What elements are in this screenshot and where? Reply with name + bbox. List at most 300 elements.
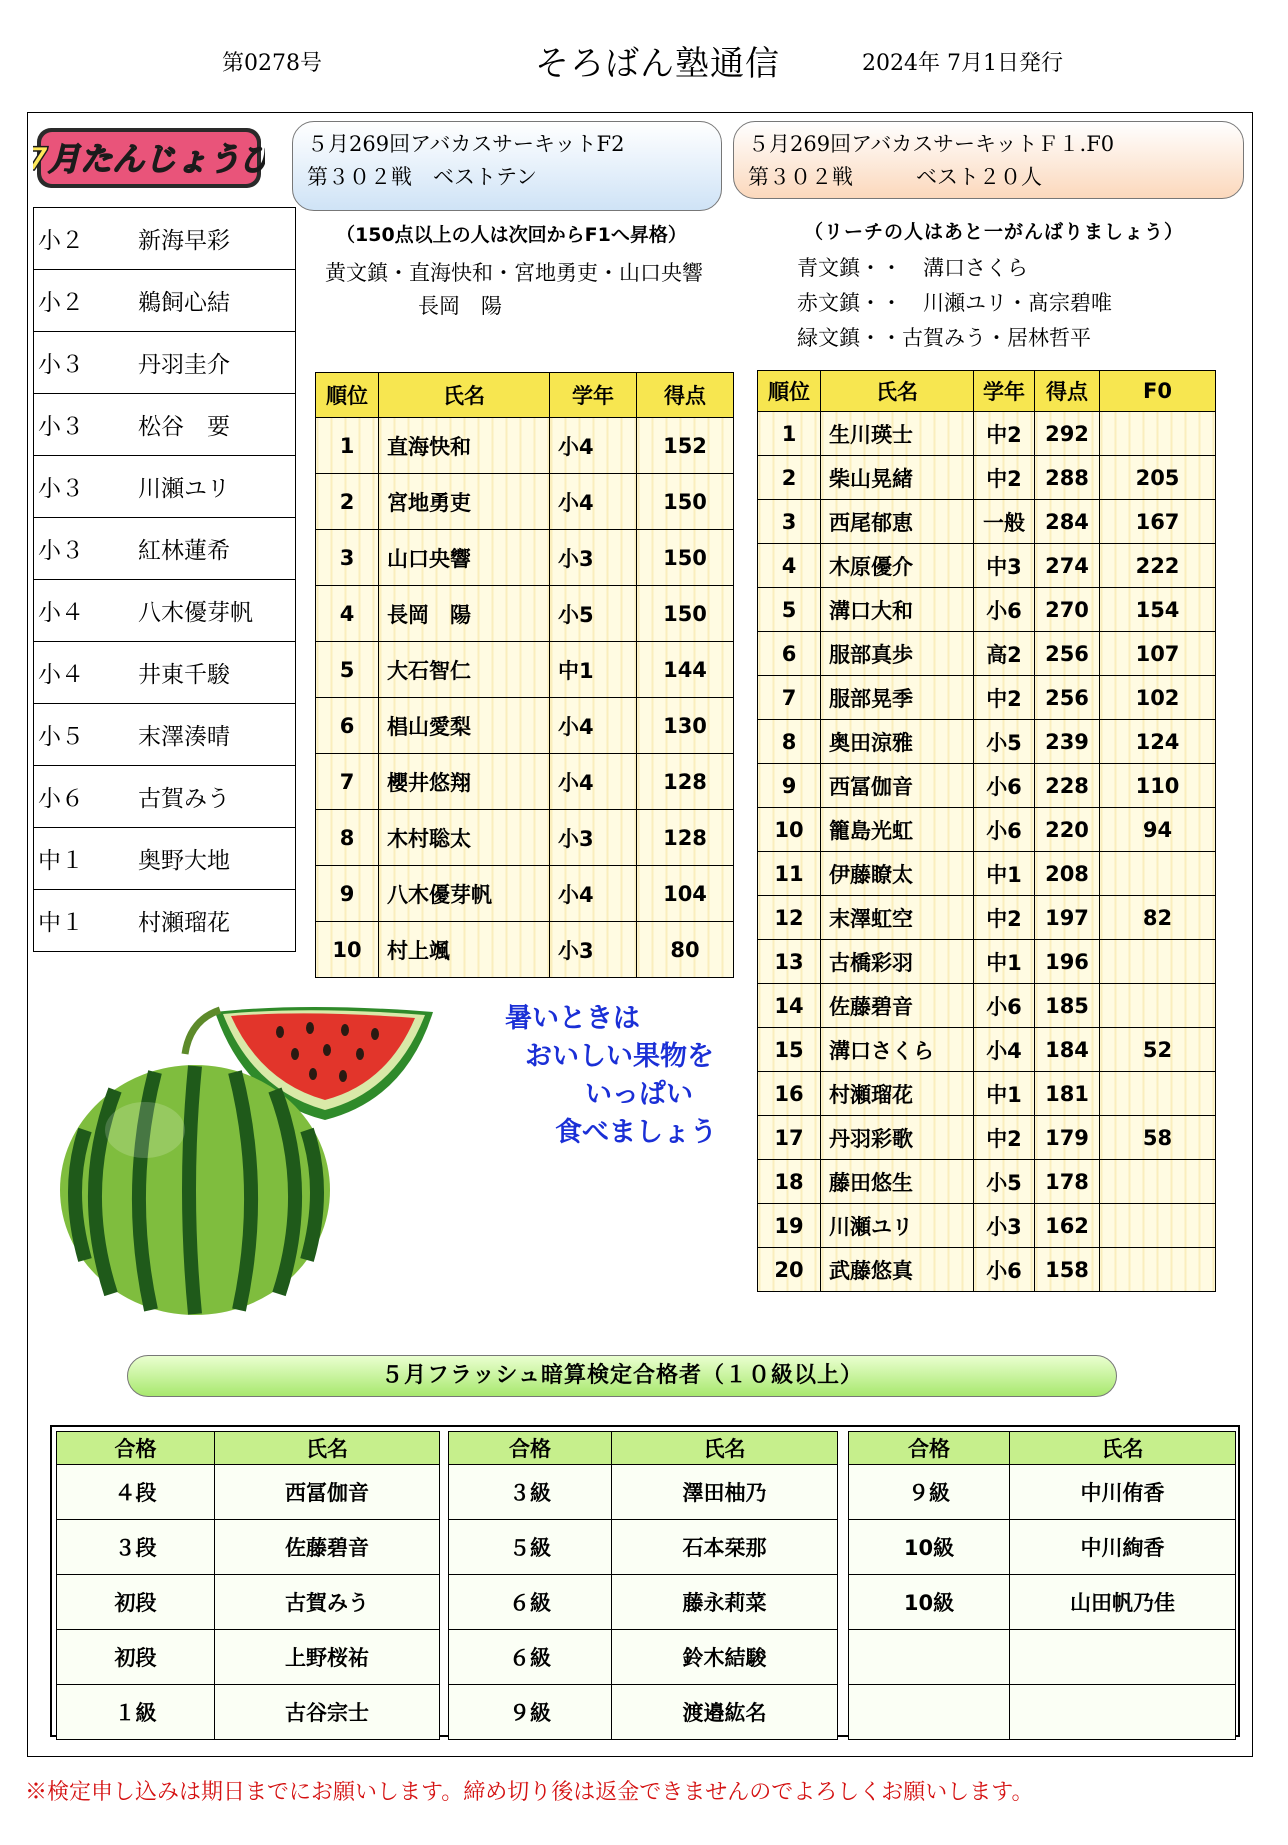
table-row (758, 412, 1216, 456)
name-cell: 大石智仁 (379, 642, 550, 698)
grade-cell: 中2 (974, 896, 1035, 940)
name-cell: 八木優芽帆 (379, 866, 550, 922)
message-line2: おいしい果物を (525, 1041, 714, 1072)
score-cell: 292 (1035, 412, 1100, 456)
grade-cell: 中1 (974, 852, 1035, 896)
birthday-name: 丹羽圭介 (134, 332, 296, 394)
rank-cell: 9 (316, 866, 379, 922)
score-cell: 288 (1035, 456, 1100, 500)
col-header-score: 得点 (637, 373, 734, 418)
name-cell: 古谷宗士 (215, 1685, 440, 1740)
score-cell: 256 (1035, 632, 1100, 676)
grade-cell: 小6 (974, 588, 1035, 632)
name-cell: 古賀みう (215, 1575, 440, 1630)
grade-cell: 小4 (550, 474, 637, 530)
level-cell: 10級 (849, 1575, 1010, 1630)
f0-cell (1100, 852, 1216, 896)
table-row (758, 676, 1216, 720)
col-header-name: 氏名 (821, 371, 974, 412)
birthday-grade: 小３ (34, 394, 135, 456)
birthday-row (34, 704, 296, 766)
rank-cell: 7 (316, 754, 379, 810)
level-cell: ９級 (849, 1465, 1010, 1520)
level-cell: 10級 (849, 1520, 1010, 1575)
flash-results-table-2 (448, 1431, 838, 1740)
rank-cell: 2 (316, 474, 379, 530)
grade-cell: 小4 (974, 1028, 1035, 1072)
watermelon-message (505, 1000, 717, 1152)
rank-cell: 6 (316, 698, 379, 754)
table-row (758, 720, 1216, 764)
score-cell: 256 (1035, 676, 1100, 720)
birthday-row (34, 518, 296, 580)
table-row (316, 922, 734, 978)
name-cell: 服部晃季 (821, 676, 974, 720)
table-row (449, 1630, 838, 1685)
name-cell: 佐藤碧音 (821, 984, 974, 1028)
table-row (758, 1204, 1216, 1248)
table-row (449, 1685, 838, 1740)
table-row (57, 1685, 440, 1740)
newsletter-title: そろばん塾通信 (535, 44, 780, 84)
col-header-name: 氏名 (215, 1432, 440, 1465)
rank-cell: 7 (758, 676, 821, 720)
grade-cell: 小5 (974, 720, 1035, 764)
table-row (758, 1116, 1216, 1160)
col-header-level: 合格 (57, 1432, 215, 1465)
table-row (57, 1575, 440, 1630)
birthday-banner-text: 7月たんじょうび (33, 140, 265, 178)
name-cell: 山口央響 (379, 530, 550, 586)
name-cell: 渡邉紘名 (612, 1685, 838, 1740)
level-cell: ６級 (449, 1630, 612, 1685)
table-row (758, 1072, 1216, 1116)
name-cell: 西冨伽音 (215, 1465, 440, 1520)
table-row (758, 808, 1216, 852)
birthday-name: 紅林蓮希 (134, 518, 296, 580)
f0-cell: 205 (1100, 456, 1216, 500)
f1-box-line1: ５月269回アバカスサーキットＦ１.F0 (748, 132, 1115, 156)
rank-cell: 8 (316, 810, 379, 866)
col-header-grade: 学年 (550, 373, 637, 418)
name-cell: 直海快和 (379, 418, 550, 474)
table-row (758, 1248, 1216, 1292)
rank-cell: 14 (758, 984, 821, 1028)
rank-cell: 1 (758, 412, 821, 456)
score-cell: 181 (1035, 1072, 1100, 1116)
score-cell: 239 (1035, 720, 1100, 764)
birthday-name: 川瀬ユリ (134, 456, 296, 518)
birthday-grade: 小３ (34, 456, 135, 518)
name-cell: 西冨伽音 (821, 764, 974, 808)
col-header-level: 合格 (449, 1432, 612, 1465)
f2-box-line2: 第３０２戦 ベストテン (307, 165, 537, 189)
score-cell: 104 (637, 866, 734, 922)
level-cell: １級 (57, 1685, 215, 1740)
birthday-row (34, 456, 296, 518)
birthday-grade: 小２ (34, 270, 135, 332)
table-row (316, 698, 734, 754)
f0-cell (1100, 1072, 1216, 1116)
birthday-banner (33, 122, 265, 194)
level-cell: 初段 (57, 1575, 215, 1630)
table-row (316, 642, 734, 698)
f0-cell: 124 (1100, 720, 1216, 764)
rank-cell: 4 (758, 544, 821, 588)
f1-reach-note: （リーチの人はあと一がんばりましょう） (804, 221, 1185, 243)
name-cell: 中川侑香 (1010, 1465, 1236, 1520)
f0-cell: 58 (1100, 1116, 1216, 1160)
birthday-row (34, 890, 296, 952)
f0-cell (1100, 1204, 1216, 1248)
birthday-name: 八木優芽帆 (134, 580, 296, 642)
birthday-grade: 小４ (34, 580, 135, 642)
name-cell: 藤田悠生 (821, 1160, 974, 1204)
level-cell: ３級 (449, 1465, 612, 1520)
rank-cell: 15 (758, 1028, 821, 1072)
rank-cell: 5 (758, 588, 821, 632)
score-cell: 228 (1035, 764, 1100, 808)
name-cell: 宮地勇吏 (379, 474, 550, 530)
score-cell: 274 (1035, 544, 1100, 588)
grade-cell: 一般 (974, 500, 1035, 544)
rank-cell: 19 (758, 1204, 821, 1248)
name-cell (1010, 1630, 1236, 1685)
name-cell (1010, 1685, 1236, 1740)
f0-cell (1100, 1160, 1216, 1204)
table-row (849, 1630, 1236, 1685)
f0-cell (1100, 412, 1216, 456)
f0-cell: 110 (1100, 764, 1216, 808)
watermelon-graphic (55, 990, 445, 1320)
birthday-banner-graphic (33, 122, 265, 194)
watermelon-illustration (55, 990, 445, 1320)
rank-cell: 6 (758, 632, 821, 676)
table-row (316, 530, 734, 586)
rank-cell: 5 (316, 642, 379, 698)
rank-cell: 3 (316, 530, 379, 586)
f0-cell: 52 (1100, 1028, 1216, 1072)
score-cell: 162 (1035, 1204, 1100, 1248)
table-row (316, 474, 734, 530)
name-cell: 武藤悠真 (821, 1248, 974, 1292)
name-cell: 末澤虹空 (821, 896, 974, 940)
f0-cell: 82 (1100, 896, 1216, 940)
table-row (316, 866, 734, 922)
table-row (449, 1520, 838, 1575)
flash-exam-results (50, 1425, 1240, 1737)
table-row (449, 1575, 838, 1630)
table-row (758, 544, 1216, 588)
birthday-row (34, 642, 296, 704)
score-cell: 152 (637, 418, 734, 474)
table-row (758, 1160, 1216, 1204)
flash-exam-banner: ５月フラッシュ暗算検定合格者（１０級以上） (127, 1355, 1117, 1397)
message-line4: 食べましょう (555, 1117, 717, 1148)
birthday-table (33, 207, 296, 952)
grade-cell: 中3 (974, 544, 1035, 588)
name-cell: 澤田柚乃 (612, 1465, 838, 1520)
table-row (849, 1465, 1236, 1520)
f0-cell (1100, 1248, 1216, 1292)
level-cell: ４段 (57, 1465, 215, 1520)
score-cell: 158 (1035, 1248, 1100, 1292)
table-row (758, 1028, 1216, 1072)
name-cell: 川瀬ユリ (821, 1204, 974, 1248)
birthday-name: 鵜飼心結 (134, 270, 296, 332)
birthday-grade: 小３ (34, 518, 135, 580)
name-cell: 鈴木結駿 (612, 1630, 838, 1685)
level-cell (849, 1685, 1010, 1740)
score-cell: 179 (1035, 1116, 1100, 1160)
birthday-grade: 中１ (34, 890, 135, 952)
flash-results-table-3 (848, 1431, 1236, 1740)
table-row (758, 588, 1216, 632)
birthday-row (34, 270, 296, 332)
name-cell: 石本栞那 (612, 1520, 838, 1575)
name-cell: 生川瑛士 (821, 412, 974, 456)
rank-cell: 10 (758, 808, 821, 852)
birthday-row (34, 766, 296, 828)
table-row (758, 940, 1216, 984)
name-cell: 藤永莉菜 (612, 1575, 838, 1630)
f1-info-box (733, 121, 1244, 199)
table-row (316, 418, 734, 474)
birthday-row (34, 208, 296, 270)
grade-cell: 小5 (974, 1160, 1035, 1204)
score-cell: 178 (1035, 1160, 1100, 1204)
rank-cell: 16 (758, 1072, 821, 1116)
f0-cell: 102 (1100, 676, 1216, 720)
grade-cell: 中1 (974, 1072, 1035, 1116)
birthday-grade: 小４ (34, 642, 135, 704)
table-row (758, 764, 1216, 808)
f2-promotion-note: （150点以上の人は次回からF1へ昇格） (336, 224, 687, 246)
level-cell (849, 1630, 1010, 1685)
level-cell: ９級 (449, 1685, 612, 1740)
table-row (57, 1520, 440, 1575)
birthday-row (34, 394, 296, 456)
f1-reach-line1: 青文鎮・・ 溝口さくら (797, 256, 1028, 280)
issue-date: 2024年 7月1日発行 (862, 51, 1063, 76)
table-row (57, 1465, 440, 1520)
col-header-grade: 学年 (974, 371, 1035, 412)
rank-cell: 8 (758, 720, 821, 764)
name-cell: 上野桜祐 (215, 1630, 440, 1685)
score-cell: 197 (1035, 896, 1100, 940)
rank-cell: 12 (758, 896, 821, 940)
table-row (849, 1685, 1236, 1740)
level-cell: ３段 (57, 1520, 215, 1575)
f2-box-line1: ５月269回アバカスサーキットF2 (307, 132, 625, 156)
f0-cell: 94 (1100, 808, 1216, 852)
birthday-row (34, 580, 296, 642)
name-cell: 溝口大和 (821, 588, 974, 632)
footer-notice: ※検定申し込みは期日までにお願いします。締め切り後は返金できませんのでよろしくお願いします。 (25, 1780, 1034, 1805)
score-cell: 150 (637, 530, 734, 586)
score-cell: 184 (1035, 1028, 1100, 1072)
rank-cell: 9 (758, 764, 821, 808)
score-cell: 208 (1035, 852, 1100, 896)
name-cell: 椙山愛梨 (379, 698, 550, 754)
grade-cell: 中1 (974, 940, 1035, 984)
grade-cell: 小4 (550, 754, 637, 810)
score-cell: 284 (1035, 500, 1100, 544)
name-cell: 籠島光虹 (821, 808, 974, 852)
grade-cell: 中2 (974, 456, 1035, 500)
birthday-name: 井東千駿 (134, 642, 296, 704)
name-cell: 木村聡太 (379, 810, 550, 866)
grade-cell: 小3 (550, 530, 637, 586)
birthday-name: 末澤湊晴 (134, 704, 296, 766)
f2-ranking-table (315, 372, 734, 978)
grade-cell: 小3 (550, 922, 637, 978)
score-cell: 150 (637, 474, 734, 530)
table-row (849, 1520, 1236, 1575)
birthday-grade: 小２ (34, 208, 135, 270)
table-row (57, 1630, 440, 1685)
name-cell: 伊藤瞭太 (821, 852, 974, 896)
grade-cell: 中1 (550, 642, 637, 698)
name-cell: 櫻井悠翔 (379, 754, 550, 810)
rank-cell: 2 (758, 456, 821, 500)
f1-box-line2: 第３０２戦 ベスト２０人 (748, 165, 1042, 189)
birthday-name: 古賀みう (134, 766, 296, 828)
name-cell: 村瀬瑠花 (821, 1072, 974, 1116)
name-cell: 古橋彩羽 (821, 940, 974, 984)
col-header-name: 氏名 (1010, 1432, 1236, 1465)
grade-cell: 小5 (550, 586, 637, 642)
score-cell: 150 (637, 586, 734, 642)
col-header-name: 氏名 (379, 373, 550, 418)
f1-reach-line2: 赤文鎮・・ 川瀬ユリ・髙宗碧唯 (797, 291, 1112, 315)
f0-cell (1100, 940, 1216, 984)
birthday-grade: 小６ (34, 766, 135, 828)
table-row (758, 456, 1216, 500)
table-row (849, 1575, 1236, 1630)
score-cell: 128 (637, 810, 734, 866)
message-line1: 暑いときは (505, 1003, 640, 1034)
table-row (758, 852, 1216, 896)
f0-cell: 222 (1100, 544, 1216, 588)
birthday-name: 松谷 要 (134, 394, 296, 456)
grade-cell: 小3 (550, 810, 637, 866)
f2-promotion-line2: 長岡 陽 (418, 294, 502, 318)
name-cell: 中川絢香 (1010, 1520, 1236, 1575)
f1-reach-line3: 緑文鎮・・古賀みう・居林哲平 (797, 326, 1091, 350)
score-cell: 220 (1035, 808, 1100, 852)
grade-cell: 中2 (974, 1116, 1035, 1160)
rank-cell: 18 (758, 1160, 821, 1204)
table-row (449, 1465, 838, 1520)
col-header-rank: 順位 (758, 371, 821, 412)
score-cell: 128 (637, 754, 734, 810)
score-cell: 196 (1035, 940, 1100, 984)
table-row (758, 896, 1216, 940)
col-header-f0: F0 (1100, 371, 1216, 412)
grade-cell: 小6 (974, 764, 1035, 808)
level-cell: ６級 (449, 1575, 612, 1630)
f1-ranking-table (757, 370, 1216, 1292)
name-cell: 木原優介 (821, 544, 974, 588)
birthday-name: 新海早彩 (134, 208, 296, 270)
rank-cell: 10 (316, 922, 379, 978)
score-cell: 270 (1035, 588, 1100, 632)
level-cell: ５級 (449, 1520, 612, 1575)
birthday-name: 奥野大地 (134, 828, 296, 890)
name-cell: 西尾郁恵 (821, 500, 974, 544)
col-header-rank: 順位 (316, 373, 379, 418)
grade-cell: 小6 (974, 808, 1035, 852)
name-cell: 服部真歩 (821, 632, 974, 676)
name-cell: 奥田涼雅 (821, 720, 974, 764)
score-cell: 144 (637, 642, 734, 698)
name-cell: 佐藤碧音 (215, 1520, 440, 1575)
birthday-name: 村瀬瑠花 (134, 890, 296, 952)
table-row (316, 754, 734, 810)
grade-cell: 小3 (974, 1204, 1035, 1248)
rank-cell: 4 (316, 586, 379, 642)
grade-cell: 小4 (550, 866, 637, 922)
rank-cell: 13 (758, 940, 821, 984)
grade-cell: 小6 (974, 984, 1035, 1028)
table-row (758, 984, 1216, 1028)
birthday-grade: 小３ (34, 332, 135, 394)
grade-cell: 中2 (974, 412, 1035, 456)
f0-cell: 167 (1100, 500, 1216, 544)
score-cell: 80 (637, 922, 734, 978)
col-header-name: 氏名 (612, 1432, 838, 1465)
rank-cell: 1 (316, 418, 379, 474)
name-cell: 長岡 陽 (379, 586, 550, 642)
col-header-score: 得点 (1035, 371, 1100, 412)
name-cell: 柴山晃緒 (821, 456, 974, 500)
table-row (316, 586, 734, 642)
table-row (758, 500, 1216, 544)
birthday-grade: 中１ (34, 828, 135, 890)
score-cell: 185 (1035, 984, 1100, 1028)
name-cell: 山田帆乃佳 (1010, 1575, 1236, 1630)
rank-cell: 20 (758, 1248, 821, 1292)
score-cell: 130 (637, 698, 734, 754)
message-line3: いっぱい (585, 1079, 693, 1110)
table-row (758, 632, 1216, 676)
birthday-row (34, 828, 296, 890)
rank-cell: 17 (758, 1116, 821, 1160)
rank-cell: 3 (758, 500, 821, 544)
issue-number: 第0278号 (222, 51, 322, 76)
grade-cell: 中2 (974, 676, 1035, 720)
grade-cell: 高2 (974, 632, 1035, 676)
birthday-grade: 小５ (34, 704, 135, 766)
flash-results-table-1 (56, 1431, 440, 1740)
f0-cell: 154 (1100, 588, 1216, 632)
grade-cell: 小4 (550, 698, 637, 754)
name-cell: 村上颯 (379, 922, 550, 978)
rank-cell: 11 (758, 852, 821, 896)
f0-cell: 107 (1100, 632, 1216, 676)
name-cell: 丹羽彩歌 (821, 1116, 974, 1160)
grade-cell: 小4 (550, 418, 637, 474)
name-cell: 溝口さくら (821, 1028, 974, 1072)
f0-cell (1100, 984, 1216, 1028)
table-row (316, 810, 734, 866)
f2-promotion-line1: 黄文鎮・直海快和・宮地勇吏・山口央響 (325, 261, 703, 285)
f2-info-box (292, 121, 722, 211)
level-cell: 初段 (57, 1630, 215, 1685)
col-header-level: 合格 (849, 1432, 1010, 1465)
grade-cell: 小6 (974, 1248, 1035, 1292)
